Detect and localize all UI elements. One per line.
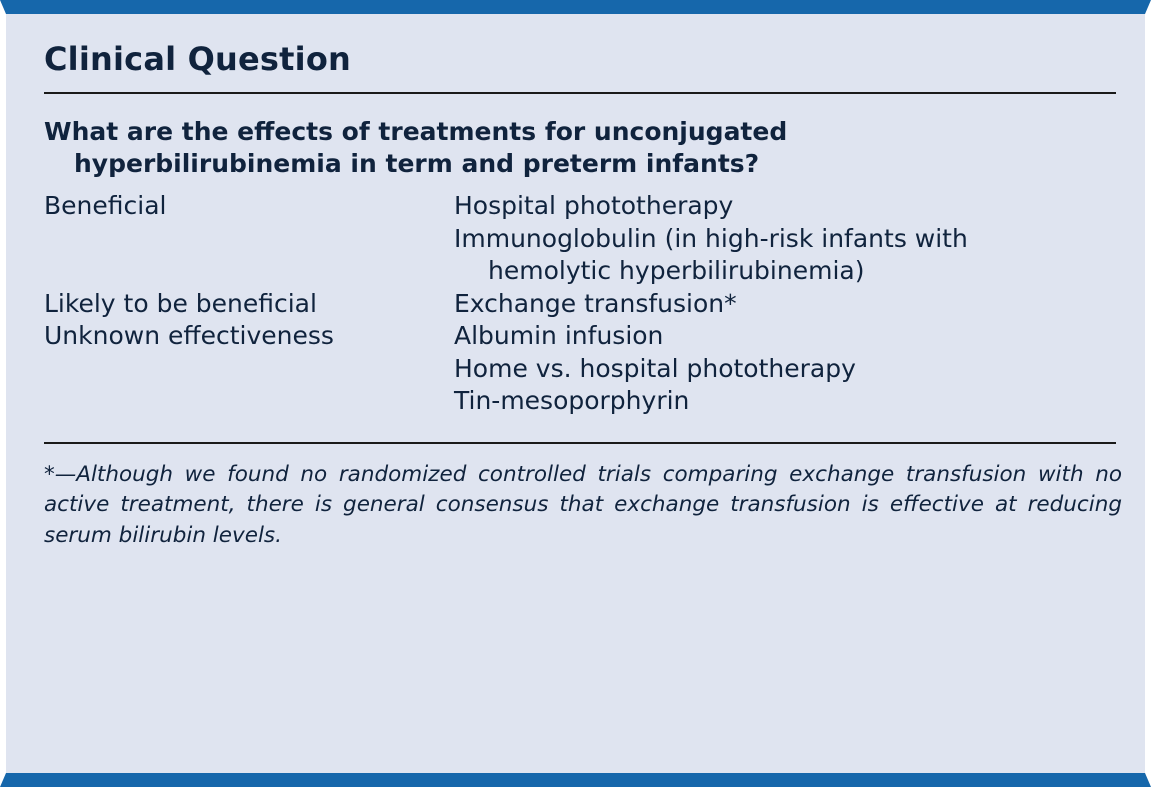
category-label: Likely to be beneficial <box>44 288 317 318</box>
treatment-line-1: Immunoglobulin (in high-risk infants with <box>454 223 968 253</box>
treatment-line-1: Home vs. hospital phototherapy <box>454 353 856 383</box>
treatment-line-2: hemolytic hyperbilirubinemia) <box>488 256 865 285</box>
page-title: Clinical Question <box>44 40 352 78</box>
question-line-2: hyperbilirubinemia in term and preterm infants? <box>74 149 760 178</box>
footnote-text: *—Although we found no randomized controlled trials comparing exchange transfusion with no active treatment, there is general consensus that exchange transfusion is effective at reducing serum bilirubin levels. <box>44 461 1122 548</box>
panel-inner <box>6 14 1145 551</box>
treatment-item <box>454 288 1116 321</box>
treatment-line-1: Hospital phototherapy <box>454 191 734 220</box>
table-row <box>44 288 1116 321</box>
title-divider <box>44 92 1116 94</box>
category-label-empty <box>44 223 454 288</box>
category-label-empty <box>44 385 454 418</box>
treatment-item <box>454 190 1116 223</box>
treatment-line-1: Albumin infusion <box>454 321 664 350</box>
footnote-divider <box>44 442 1116 444</box>
question-line-1: What are the effects of treatments for unconjugated <box>44 117 788 146</box>
table-row <box>44 353 1116 386</box>
table-row <box>44 320 1116 353</box>
table-row <box>44 385 1116 418</box>
treatment-item <box>454 320 1116 353</box>
category-label: Beneficial <box>44 191 167 220</box>
table-row <box>44 190 1116 223</box>
category-label: Unknown effectiveness <box>44 321 334 350</box>
question-text <box>44 116 944 180</box>
treatment-line-1: Tin-mesoporphyrin <box>454 386 690 415</box>
treatment-line-1: Exchange transfusion* <box>454 288 737 318</box>
treatment-item <box>454 353 1116 386</box>
treatment-item <box>454 223 1116 288</box>
treatment-item <box>454 385 1116 418</box>
table-row <box>44 223 1116 288</box>
treatments-table <box>44 190 1116 418</box>
category-label-empty <box>44 353 454 386</box>
